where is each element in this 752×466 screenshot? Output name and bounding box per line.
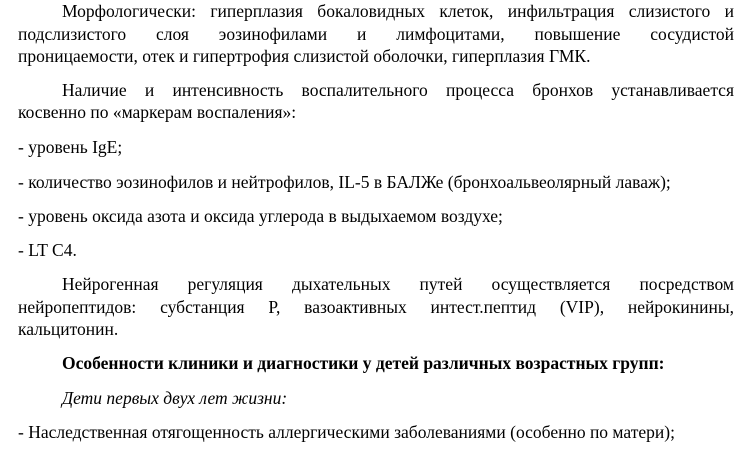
section-heading: Особенности клиники и диагностики у детей различных возрастных групп: <box>62 353 665 373</box>
marker-list-item: - количество эозинофилов и нейтрофилов, IL-5 в БАЛЖе (бронхоальвеолярный лаваж); <box>18 172 671 192</box>
paragraph-morphology-line-1: Морфологически: гиперплазия бокаловидных клеток, инфильтрация слизистого и <box>62 1 734 21</box>
paragraph-morphology-line-2: подслизистого слоя эозинофилами и лимфоцитами, повышение сосудистой <box>18 24 734 44</box>
paragraph-presence-line-1: Наличие и интенсивность воспалительного процесса бронхов устанавливается <box>62 80 734 100</box>
marker-list-item: - LT C4. <box>18 240 77 260</box>
paragraph-neuro-line-3: кальцитонин. <box>18 319 119 339</box>
subsection-heading: Дети первых двух лет жизни: <box>62 388 288 408</box>
paragraph-morphology-line-3: проницаемости, отек и гипертрофия слизистой оболочки, гиперплазия ГМК. <box>18 46 591 66</box>
marker-list-item: - уровень IgE; <box>18 137 123 157</box>
paragraph-neuro-line-2: нейропептидов: субстанция Р, вазоактивных интест.пептид (VIP), нейрокинины, <box>18 297 734 317</box>
paragraph-presence-line-2: косвенно по «маркерам воспаления»: <box>18 102 297 122</box>
paragraph-neuro-line-1: Нейрогенная регуляция дыхательных путей осуществляется посредством <box>62 274 734 294</box>
list-item: - Наследственная отягощенность аллергическими заболеваниями (особенно по матери); <box>18 422 675 442</box>
marker-list-item: - уровень оксида азота и оксида углерода в выдыхаемом воздухе; <box>18 206 503 226</box>
